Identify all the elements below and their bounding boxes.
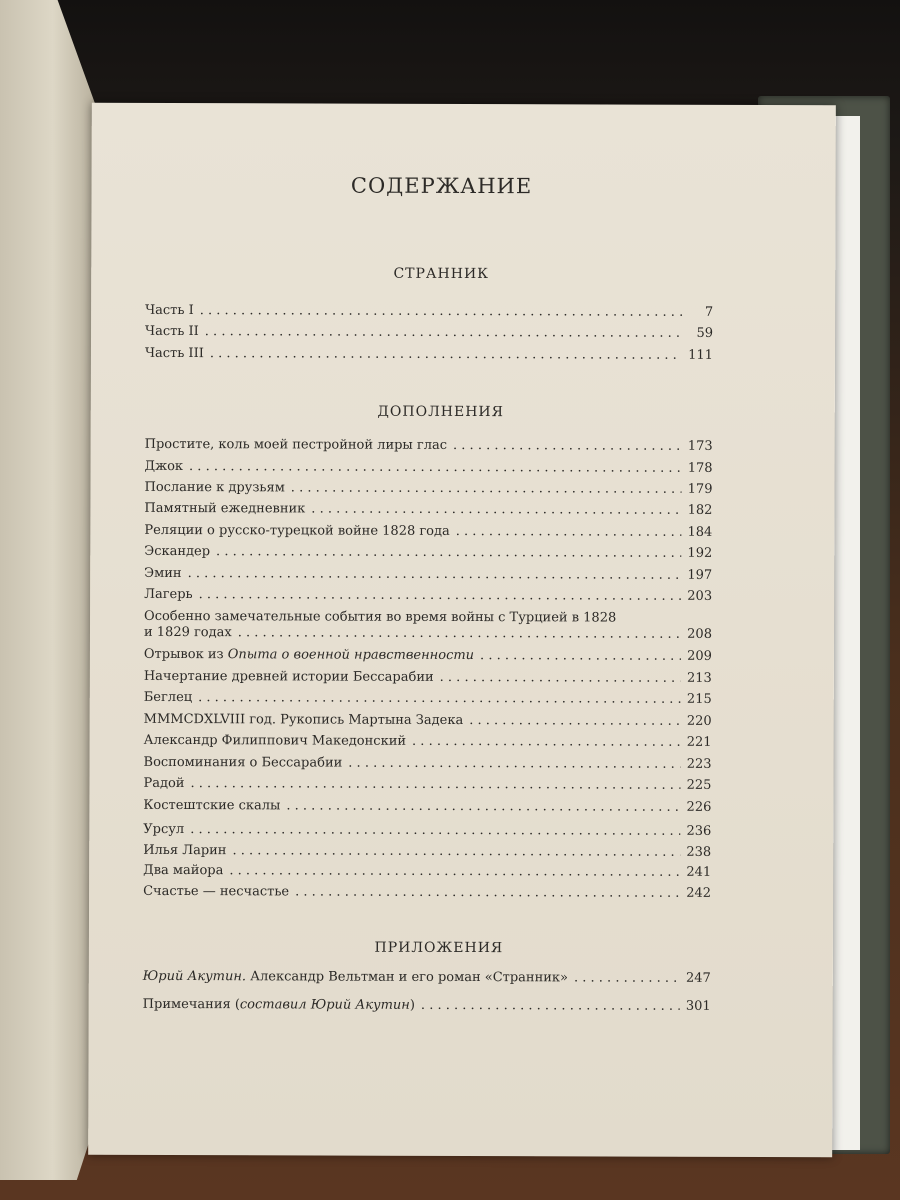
toc-entry[interactable]: Счастье — несчастье . . . 242 [143, 884, 711, 902]
page-number: 301 [685, 998, 711, 1014]
page-number: 182 [687, 502, 713, 518]
page-number: 203 [687, 588, 713, 604]
section-heading-prilozheniya: ПРИЛОЖЕНИЯ [374, 939, 504, 957]
toc-entry[interactable]: Урсул . . . 236 [143, 822, 711, 840]
page-number: 192 [687, 545, 713, 561]
page-number: 59 [696, 325, 714, 341]
toc-entry[interactable]: Костештские скалы . . . 226 [143, 798, 711, 816]
page-number: 179 [687, 481, 713, 497]
page-number: 242 [686, 885, 712, 901]
section-heading-dopolneniya: ДОПОЛНЕНИЯ [377, 403, 504, 421]
page-number: 213 [686, 670, 712, 686]
toc-entry[interactable]: Беглец . . . 215 [144, 690, 712, 708]
toc-entry[interactable]: Реляции о русско-турецкой войне 1828 года . . . 184 [144, 523, 712, 541]
toc-entry[interactable]: MMMCDXLVIII год. Рукопись Мартына Задека . . . 220 [144, 712, 712, 730]
toc-entry[interactable]: Послание к друзьям . . . 179 [144, 480, 712, 498]
page-number: 208 [687, 626, 713, 642]
page-number: 226 [686, 799, 712, 815]
left-page-text-fragment [8, 114, 96, 125]
page-number: 238 [686, 844, 712, 860]
page-number: 209 [687, 648, 712, 664]
toc-entry[interactable]: Начертание древней истории Бессарабии . . . 213 [144, 669, 712, 687]
page-number: 178 [687, 460, 713, 476]
toc-entry[interactable]: Воспоминания о Бессарабии . . . 223 [144, 755, 712, 773]
toc-entry[interactable]: Радой . . . 225 [143, 776, 711, 794]
toc-entry[interactable]: Часть II . . . 59 [145, 324, 713, 342]
page-title: СОДЕРЖАНИЕ [350, 173, 533, 199]
page-number: 111 [688, 347, 713, 363]
page-number: 220 [686, 713, 712, 729]
toc-entry[interactable]: Простите, коль моей пестройной лиры глас . . . 173 [145, 437, 713, 455]
toc-entry[interactable]: Лагерь . . . 203 [144, 587, 712, 605]
toc-entry[interactable]: Илья Ларин . . . 238 [143, 843, 711, 861]
left-page [0, 0, 96, 1180]
page-number: 184 [687, 524, 713, 540]
toc-entry[interactable]: Часть III . . . 111 [145, 346, 713, 364]
page-number: 215 [686, 691, 712, 707]
toc-entry[interactable]: Александр Филиппович Македонский . . . 221 [144, 733, 712, 751]
toc-entry[interactable]: Эскандер . . . 192 [144, 544, 712, 562]
toc-entry[interactable]: Часть I . . . 7 [145, 303, 713, 321]
page-number: 7 [704, 304, 714, 320]
toc-entry[interactable]: Джок . . . 178 [145, 459, 713, 477]
toc-entry[interactable]: Два майора . . . 241 [143, 863, 711, 881]
page-number: 221 [686, 734, 712, 750]
contents-page [88, 103, 836, 1158]
toc-entry[interactable]: Юрий Акутин. Александр Вельтман и его роман «Странник» . . . 247 [143, 969, 711, 987]
page-number: 247 [685, 970, 711, 986]
page-number: 173 [687, 438, 713, 454]
section-heading-strannik: СТРАННИК [393, 265, 490, 283]
page-number: 241 [686, 864, 712, 880]
toc-entry[interactable]: Эмин . . . 197 [144, 566, 712, 584]
toc-entry[interactable]: Памятный ежедневник . . . 182 [144, 501, 712, 519]
page-number: 225 [686, 777, 712, 793]
toc-entry[interactable]: Отрывок из Опыта о военной нравственности . . . 209 [144, 647, 712, 665]
page-number: 197 [687, 567, 713, 583]
toc-entry[interactable]: Примечания (составил Юрий Акутин) . . . 301 [143, 997, 711, 1015]
toc-entry[interactable]: Особенно замечательные события во время войны с Турцией в 1828 и 1829 годах . . . 208 [144, 609, 712, 643]
page-number: 236 [686, 823, 712, 839]
page-number: 223 [686, 756, 712, 772]
